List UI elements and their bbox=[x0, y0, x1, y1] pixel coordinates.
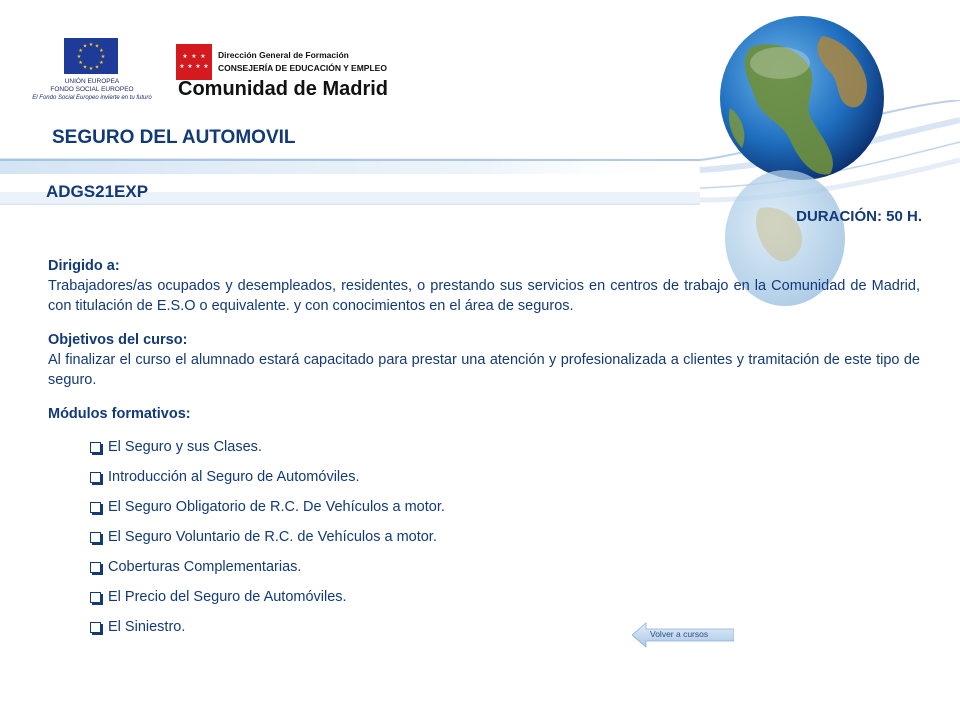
svg-text:★: ★ bbox=[187, 63, 193, 70]
madrid-logo bbox=[176, 44, 396, 102]
svg-text:★: ★ bbox=[82, 43, 88, 50]
module-label: Coberturas Complementarias. bbox=[108, 559, 302, 575]
target-text: Trabajadores/as ocupados y desempleados, residentes, o prestando sus servicios en centros de trabajo en la Comunidad de Madrid, con titulación de E.S.O o equivalente. y con conocimientos en el área de seguros. bbox=[48, 278, 920, 314]
course-code: ADGS21EXP bbox=[46, 182, 149, 201]
svg-text:★: ★ bbox=[88, 66, 94, 72]
checkbox-icon bbox=[90, 622, 101, 633]
checkbox-icon bbox=[90, 592, 101, 603]
eu-logo-tagline: El Fondo Social Europeo invierte en tu futuro bbox=[32, 95, 152, 101]
svg-text:★: ★ bbox=[191, 53, 197, 60]
svg-text:★: ★ bbox=[94, 43, 100, 50]
madrid-logo-line1: Dirección General de Formación bbox=[218, 50, 349, 60]
eu-logo-line1: UNIÓN EUROPEA bbox=[64, 78, 120, 85]
checkbox-icon bbox=[90, 472, 101, 483]
list-item bbox=[90, 492, 920, 522]
svg-text:★: ★ bbox=[182, 53, 188, 60]
checkbox-icon bbox=[90, 562, 101, 573]
svg-text:★: ★ bbox=[99, 48, 104, 54]
list-item bbox=[90, 612, 920, 642]
list-item bbox=[90, 552, 920, 582]
checkbox-icon bbox=[90, 532, 101, 543]
madrid-flag-icon bbox=[176, 44, 212, 80]
module-label: Introducción al Seguro de Automóviles. bbox=[108, 469, 360, 485]
svg-text:★: ★ bbox=[200, 53, 206, 60]
svg-text:★: ★ bbox=[99, 60, 104, 66]
module-label: El Precio del Seguro de Automóviles. bbox=[108, 589, 347, 605]
checkbox-icon bbox=[90, 442, 101, 453]
list-item bbox=[90, 522, 920, 552]
eu-logo-line2: FONDO SOCIAL EUROPEO bbox=[50, 86, 134, 93]
svg-text:★: ★ bbox=[203, 63, 209, 70]
madrid-logo-line2: CONSEJERÍA DE EDUCACIÓN Y EMPLEO bbox=[218, 63, 387, 73]
back-button-label: Volver a cursos bbox=[650, 629, 709, 639]
objectives-heading: Objetivos del curso: bbox=[48, 332, 188, 348]
modules-heading: Módulos formativos: bbox=[48, 406, 191, 422]
target-heading: Dirigido a: bbox=[48, 258, 120, 274]
svg-text:★: ★ bbox=[82, 64, 88, 71]
course-duration: DURACIÓN: 50 H. bbox=[796, 208, 922, 225]
course-description bbox=[48, 256, 920, 642]
svg-text:★: ★ bbox=[78, 60, 83, 66]
svg-text:★: ★ bbox=[94, 64, 100, 71]
svg-text:★: ★ bbox=[179, 63, 185, 70]
svg-text:★: ★ bbox=[76, 54, 82, 60]
course-title: SEGURO DEL AUTOMOVIL bbox=[52, 127, 296, 148]
eu-flag-icon bbox=[64, 38, 118, 74]
module-label: El Seguro Voluntario de R.C. de Vehículos a motor. bbox=[108, 529, 437, 545]
list-item bbox=[90, 582, 920, 612]
module-label: El Seguro Obligatorio de R.C. De Vehículos a motor. bbox=[108, 499, 445, 515]
objectives-section bbox=[48, 330, 920, 390]
svg-text:★: ★ bbox=[195, 63, 201, 70]
list-item bbox=[90, 462, 920, 492]
module-label: El Siniestro. bbox=[108, 619, 186, 635]
target-section bbox=[48, 256, 920, 316]
list-item bbox=[90, 432, 920, 462]
modules-section bbox=[48, 404, 920, 642]
module-label: El Seguro y sus Clases. bbox=[108, 439, 262, 455]
svg-text:★: ★ bbox=[100, 54, 106, 60]
back-to-courses-button[interactable] bbox=[632, 622, 734, 648]
svg-text:★: ★ bbox=[78, 48, 83, 54]
objectives-text: Al finalizar el curso el alumnado estará capacitado para prestar una atención y profesionalizada a clientes y tramitación de este tipo de seguro. bbox=[48, 352, 920, 388]
modules-list bbox=[48, 432, 920, 642]
checkbox-icon bbox=[90, 502, 101, 513]
madrid-logo-line3: Comunidad de Madrid bbox=[178, 78, 388, 100]
svg-text:★: ★ bbox=[88, 42, 94, 48]
